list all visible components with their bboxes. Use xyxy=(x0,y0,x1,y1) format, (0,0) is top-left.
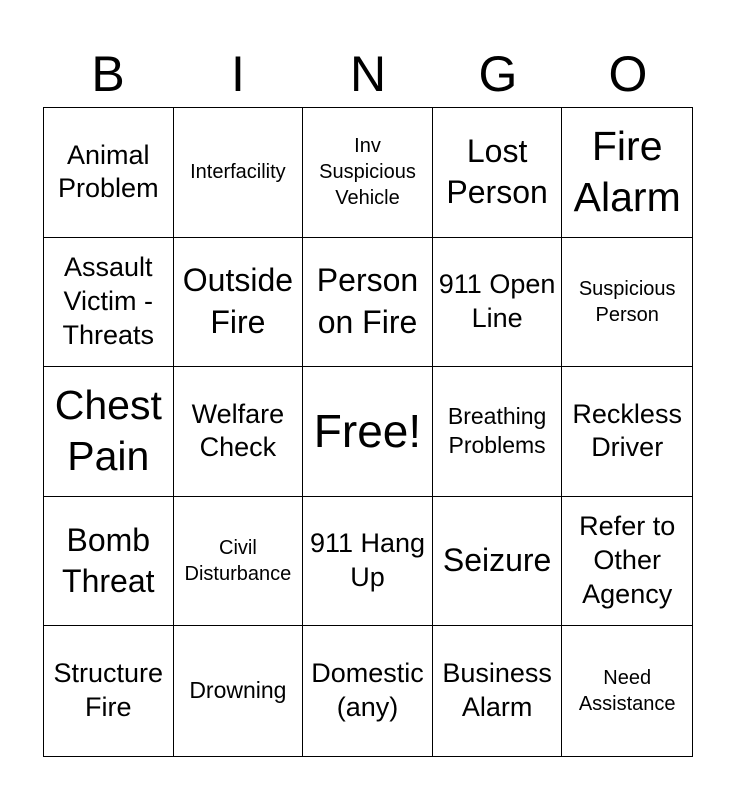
bingo-cell[interactable]: Bomb Threat xyxy=(44,497,174,627)
bingo-cell[interactable]: Drowning xyxy=(174,626,304,756)
bingo-cell[interactable]: Outside Fire xyxy=(174,238,304,368)
bingo-header xyxy=(43,40,693,108)
bingo-cell[interactable]: Fire Alarm xyxy=(562,108,692,238)
bingo-cell[interactable]: Civil Disturbance xyxy=(174,497,304,627)
bingo-cell[interactable]: 911 Open Line xyxy=(433,238,563,368)
bingo-cell[interactable]: Need Assistance xyxy=(578,667,676,716)
bingo-cell[interactable]: 911 Hang Up xyxy=(303,497,433,627)
bingo-cell[interactable]: Animal Problem xyxy=(44,108,174,238)
header-letter-o: O xyxy=(608,46,648,102)
bingo-cell[interactable]: Business Alarm xyxy=(433,626,563,756)
header-letter-n: N xyxy=(349,46,387,102)
bingo-cell[interactable]: Interfacility xyxy=(174,108,304,238)
bingo-cell[interactable]: Inv Suspicious Vehicle xyxy=(303,108,433,238)
bingo-cell[interactable]: Assault Victim - Threats xyxy=(44,238,174,368)
bingo-cell[interactable]: Reckless Driver xyxy=(562,367,692,497)
bingo-cell[interactable]: Welfare Check xyxy=(174,367,304,497)
header-letter-g: G xyxy=(478,46,518,102)
bingo-cell[interactable]: Seizure xyxy=(433,497,563,627)
free-space[interactable]: Free! xyxy=(303,367,433,497)
bingo-cell[interactable]: Breathing Problems xyxy=(433,367,563,497)
bingo-cell[interactable]: Person on Fire xyxy=(303,238,433,368)
bingo-cell[interactable]: Structure Fire xyxy=(44,626,174,756)
header-letter-i: I xyxy=(231,46,245,102)
bingo-cell[interactable]: Domestic (any) xyxy=(303,626,433,756)
bingo-cell[interactable]: Lost Person xyxy=(433,108,563,238)
bingo-cell[interactable]: Refer to Other Agency xyxy=(562,497,692,627)
bingo-board xyxy=(43,107,693,757)
header-letter-b: B xyxy=(91,46,125,102)
bingo-cell[interactable]: Chest Pain xyxy=(44,367,174,497)
bingo-cell[interactable]: Suspicious Person xyxy=(562,238,692,368)
